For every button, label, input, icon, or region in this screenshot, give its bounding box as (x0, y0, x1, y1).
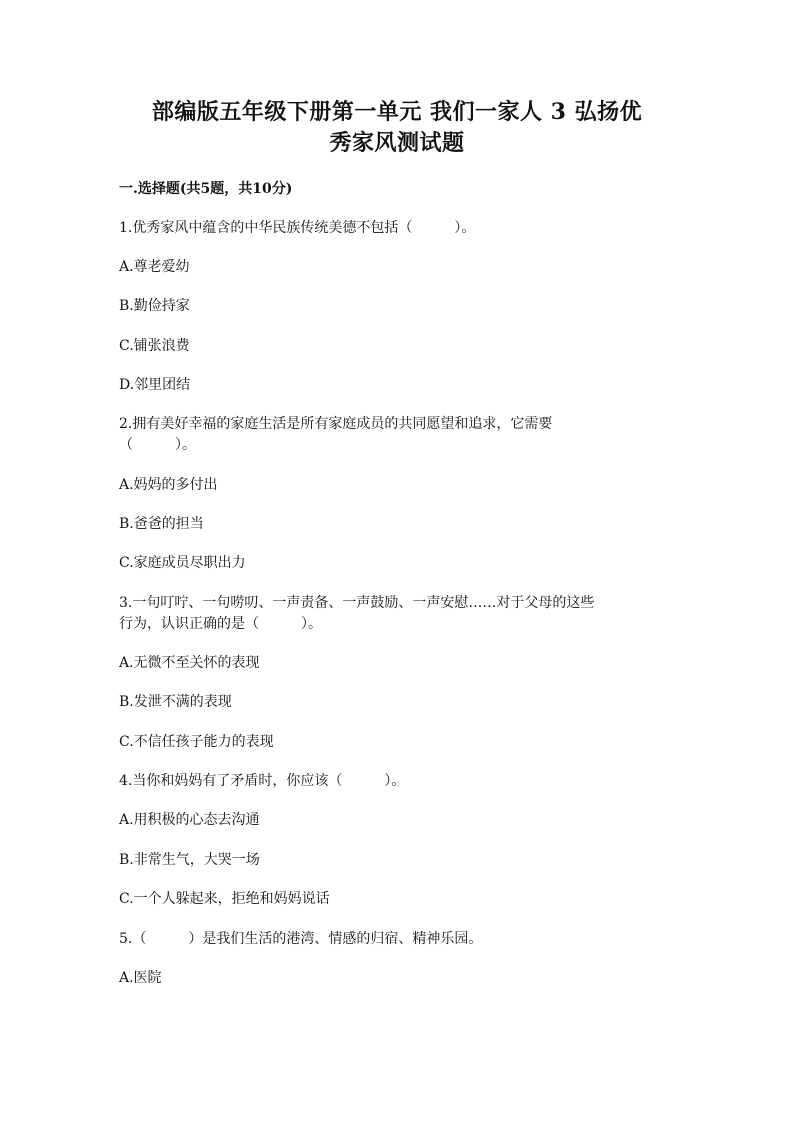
question-3-text-line-2: 行为，认识正确的是（ ）。 (119, 616, 322, 632)
question-1-option-d: D.邻里团结 (119, 377, 191, 393)
question-2-text-line-2: （ ）。 (119, 437, 196, 453)
question-3-option-b: B.发泄不满的表现 (119, 694, 232, 710)
question-5-option-a: A.医院 (119, 970, 162, 986)
document-title-line-2: 秀家风测试题 (329, 130, 465, 156)
question-4-text: 4.当你和妈妈有了矛盾时，你应该（ ）。 (119, 773, 406, 789)
question-4-option-a: A.用积极的心态去沟通 (119, 812, 260, 828)
question-2-option-a: A.妈妈的多付出 (119, 477, 218, 493)
question-4-option-b: B.非常生气，大哭一场 (119, 852, 260, 868)
document-title-line-1: 部编版五年级下册第一单元 我们一家人 3 弘扬优 (151, 99, 643, 125)
question-3-option-c: C.不信任孩子能力的表现 (119, 734, 274, 750)
question-2-option-c: C.家庭成员尽职出力 (119, 555, 246, 571)
question-3-option-a: A.无微不至关怀的表现 (119, 655, 260, 671)
question-2-option-b: B.爸爸的担当 (119, 516, 204, 532)
question-5-text: 5.（ ）是我们生活的港湾、情感的归宿、精神乐园。 (119, 931, 483, 947)
question-4-option-c: C.一个人躲起来，拒绝和妈妈说话 (119, 891, 330, 907)
section-heading: 一.选择题(共5题，共10分) (119, 181, 293, 197)
question-1-text: 1.优秀家风中蕴含的中华民族传统美德不包括（ ）。 (119, 220, 476, 236)
question-1-option-c: C.铺张浪费 (119, 338, 190, 354)
question-1-option-a: A.尊老爱幼 (119, 259, 190, 275)
question-2-text-line-1: 2.拥有美好幸福的家庭生活是所有家庭成员的共同愿望和追求，它需要 (119, 416, 553, 432)
question-1-option-b: B.勤俭持家 (119, 298, 190, 314)
question-3-text-line-1: 3.一句叮咛、一句唠叨、一声责备、一声鼓励、一声安慰……对于父母的这些 (119, 595, 595, 611)
